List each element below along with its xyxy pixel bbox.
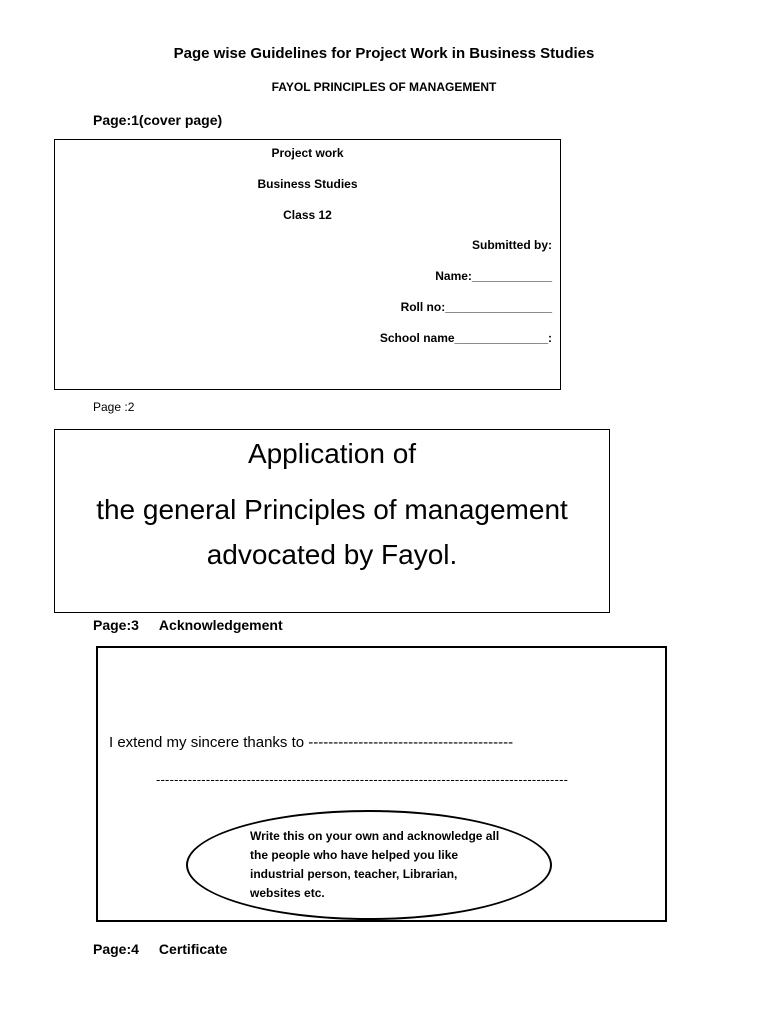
instruction-note: Write this on your own and acknowledge all the people who have helped you like industrial person, teacher, Librarian, websites etc. — [250, 829, 500, 900]
page4-heading — [93, 941, 227, 957]
page3-heading — [93, 617, 283, 633]
cover-name-field: Name:____________ — [435, 269, 552, 283]
project-title-line-3: advocated by Fayol. — [206, 539, 458, 570]
instruction-oval — [186, 810, 552, 920]
acknowledgement-heading: Acknowledgement — [158, 617, 283, 633]
project-title-box — [54, 429, 610, 613]
dash-line: ------------------------------------------------------------------------------------------- — [156, 772, 569, 787]
page1-label: Page:1(cover page) — [93, 112, 223, 128]
page2-label: Page :2 — [93, 400, 135, 414]
cover-subject: Business Studies — [257, 177, 358, 191]
project-title-line-1: Application of — [247, 438, 417, 469]
project-title-line-2: the general Principles of management — [96, 494, 568, 525]
cover-submitted-by: Submitted by: — [472, 238, 552, 252]
certificate-heading: Certificate — [158, 941, 228, 957]
cover-project-work: Project work — [271, 146, 344, 160]
document-subtitle: FAYOL PRINCIPLES OF MANAGEMENT — [271, 80, 497, 94]
thanks-line: I extend my sincere thanks to ----------------------------------------- — [109, 734, 514, 751]
cover-roll-no-field: Roll no:________________ — [400, 300, 552, 314]
document-title: Page wise Guidelines for Project Work in Business Studies — [173, 45, 595, 62]
cover-page-box — [54, 139, 561, 390]
cover-class: Class 12 — [283, 208, 332, 222]
acknowledgement-box — [96, 646, 667, 922]
cover-school-name-field: School name______________: — [379, 331, 552, 345]
page3-label: Page:3 — [93, 617, 139, 633]
page4-label: Page:4 — [93, 941, 139, 957]
